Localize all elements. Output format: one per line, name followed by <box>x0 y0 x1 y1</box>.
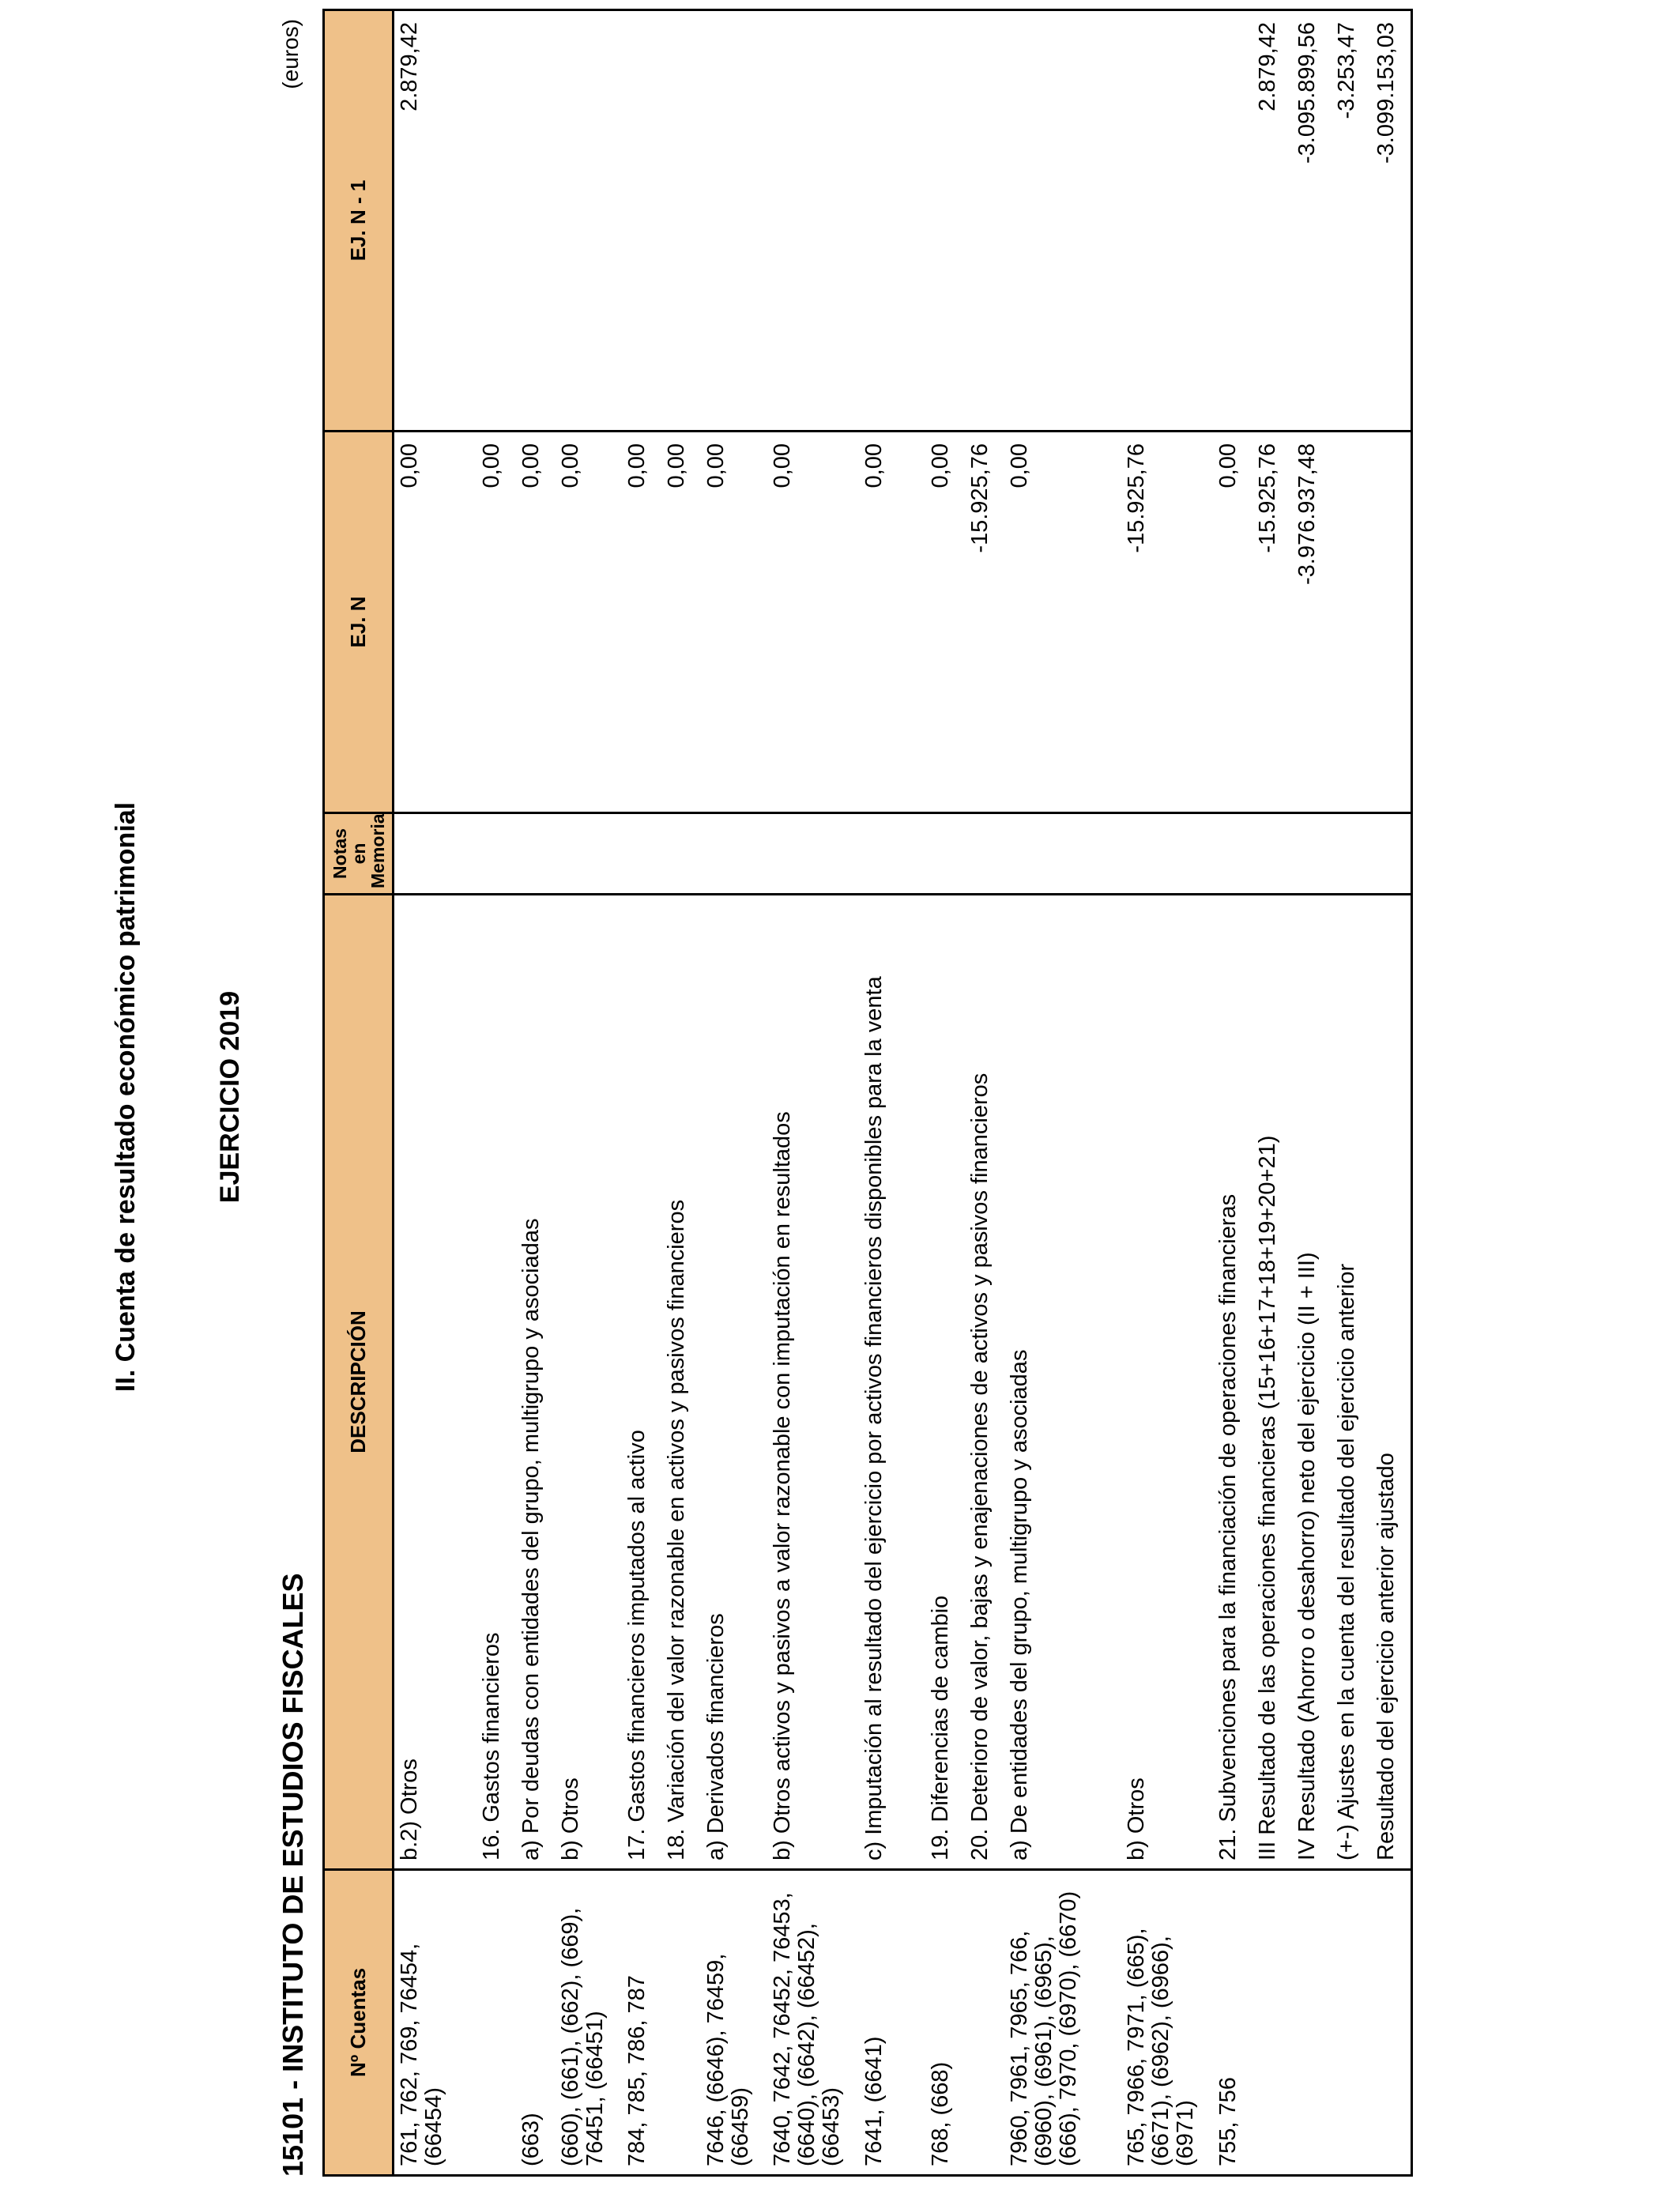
row-notes <box>516 813 556 895</box>
row-notes <box>622 813 661 895</box>
row-current-year <box>1371 432 1412 813</box>
row-previous-year <box>661 10 701 432</box>
row-previous-year: 2.879,42 <box>1252 10 1292 432</box>
row-description: 19. Diferencias de cambio <box>925 895 965 1870</box>
row-current-year <box>1332 432 1371 813</box>
row-current-year <box>461 432 477 813</box>
entity-title: 15101 - INSTITUTO DE ESTUDIOS FISCALES <box>277 1573 309 2177</box>
table-row <box>859 10 925 2176</box>
row-current-year: 0,00 <box>661 432 701 813</box>
row-accounts: 768, (668) <box>925 1870 965 2176</box>
row-notes <box>556 813 622 895</box>
row-previous-year <box>925 10 965 432</box>
row-notes <box>394 813 461 895</box>
row-accounts: 765, 7966, 7971, (665), (6671), (6962), (6966), (6971) <box>1121 1870 1213 2176</box>
result-table <box>322 9 1413 2177</box>
row-current-year: 0,00 <box>859 432 925 813</box>
row-notes <box>701 813 767 895</box>
row-description: b) Otros <box>1121 895 1213 1870</box>
table-row <box>1292 10 1332 2176</box>
row-accounts: 7641, (6641) <box>859 1870 925 2176</box>
table-header-row <box>324 10 394 2176</box>
row-current-year: 0,00 <box>1004 432 1121 813</box>
table-row <box>461 10 477 2176</box>
row-previous-year <box>1004 10 1121 432</box>
row-description: 17. Gastos financieros imputados al activo <box>622 895 661 1870</box>
table-row <box>1252 10 1292 2176</box>
row-notes <box>1121 813 1213 895</box>
table-row <box>925 10 965 2176</box>
row-description: b) Otros <box>556 895 622 1870</box>
row-description: a) De entidades del grupo, multigrupo y asociadas <box>1004 895 1121 1870</box>
row-accounts <box>965 1870 1004 2176</box>
row-current-year: -3.976.937,48 <box>1292 432 1332 813</box>
row-notes <box>661 813 701 895</box>
row-current-year: -15.925,76 <box>1121 432 1213 813</box>
table-row <box>394 10 461 2176</box>
row-notes <box>965 813 1004 895</box>
row-description: III Resultado de las operaciones financieras (15+16+17+18+19+20+21) <box>1252 895 1292 1870</box>
row-notes <box>1213 813 1252 895</box>
row-previous-year <box>767 10 859 432</box>
exercise-title: EJERCICIO 2019 <box>215 990 245 1204</box>
row-notes <box>1004 813 1121 895</box>
row-accounts <box>661 1870 701 2176</box>
table-row <box>1332 10 1371 2176</box>
row-current-year: 0,00 <box>622 432 661 813</box>
row-previous-year: 2.879,42 <box>394 10 461 432</box>
row-current-year: 0,00 <box>516 432 556 813</box>
header-accounts: Nº Cuentas <box>324 1870 394 2176</box>
row-accounts: (660), (661), (662), (669), 76451, (66451) <box>556 1870 622 2176</box>
row-description: 21. Subvenciones para la financiación de operaciones financieras <box>1213 895 1252 1870</box>
row-notes <box>477 813 516 895</box>
row-previous-year <box>859 10 925 432</box>
row-description: a) Derivados financieros <box>701 895 767 1870</box>
row-previous-year <box>622 10 661 432</box>
table-row <box>556 10 622 2176</box>
row-description: (+-) Ajustes en la cuenta del resultado del ejercicio anterior <box>1332 895 1371 1870</box>
row-accounts: 7960, 7961, 7965, 766, (6960), (6961), (6965), (666), 7970, (6970), (6670) <box>1004 1870 1121 2176</box>
row-accounts: 7640, 7642, 76452, 76453, (6640), (6642), (66452), (66453) <box>767 1870 859 2176</box>
row-notes <box>1252 813 1292 895</box>
row-accounts <box>1292 1870 1332 2176</box>
row-previous-year <box>1213 10 1252 432</box>
row-previous-year <box>965 10 1004 432</box>
row-current-year: 0,00 <box>701 432 767 813</box>
row-accounts <box>1332 1870 1371 2176</box>
row-accounts <box>1371 1870 1412 2176</box>
row-previous-year <box>477 10 516 432</box>
header-description: DESCRIPCIÓN <box>324 895 394 1870</box>
row-notes <box>461 813 477 895</box>
row-accounts <box>1252 1870 1292 2176</box>
row-accounts: 7646, (6646), 76459, (66459) <box>701 1870 767 2176</box>
row-accounts: 755, 756 <box>1213 1870 1252 2176</box>
document-title: II. Cuenta de resultado económico patrimonial <box>111 801 141 1393</box>
row-description: 20. Deterioro de valor, bajas y enajenaciones de activos y pasivos financieros <box>965 895 1004 1870</box>
row-notes <box>859 813 925 895</box>
row-description: 18. Variación del valor razonable en activos y pasivos financieros <box>661 895 701 1870</box>
row-current-year: 0,00 <box>767 432 859 813</box>
row-previous-year <box>461 10 477 432</box>
row-current-year: 0,00 <box>1213 432 1252 813</box>
header-current-year: EJ. N <box>324 432 394 813</box>
row-previous-year <box>1121 10 1213 432</box>
row-description: 16. Gastos financieros <box>477 895 516 1870</box>
row-accounts: 784, 785, 786, 787 <box>622 1870 661 2176</box>
row-accounts: (663) <box>516 1870 556 2176</box>
row-description: b) Otros activos y pasivos a valor razonable con imputación en resultados <box>767 895 859 1870</box>
row-notes <box>925 813 965 895</box>
header-previous-year: EJ. N - 1 <box>324 10 394 432</box>
table-row <box>1213 10 1252 2176</box>
row-previous-year: -3.253,47 <box>1332 10 1371 432</box>
table-row <box>1004 10 1121 2176</box>
row-notes <box>1332 813 1371 895</box>
row-previous-year <box>516 10 556 432</box>
row-description: IV Resultado (Ahorro o desahorro) neto del ejercicio (II + III) <box>1292 895 1332 1870</box>
table-row <box>622 10 661 2176</box>
table-row <box>516 10 556 2176</box>
row-previous-year <box>701 10 767 432</box>
table-row <box>661 10 701 2176</box>
row-notes <box>1292 813 1332 895</box>
row-description: Resultado del ejercicio anterior ajustado <box>1371 895 1412 1870</box>
table-row <box>965 10 1004 2176</box>
row-description: b.2) Otros <box>394 895 461 1870</box>
row-current-year: 0,00 <box>477 432 516 813</box>
row-description: c) Imputación al resultado del ejercicio por activos financieros disponibles para la venta <box>859 895 925 1870</box>
row-previous-year: -3.095.899,56 <box>1292 10 1332 432</box>
row-current-year: 0,00 <box>925 432 965 813</box>
row-current-year: -15.925,76 <box>1252 432 1292 813</box>
row-previous-year: -3.099.153,03 <box>1371 10 1412 432</box>
units-label: (euros) <box>278 19 303 89</box>
table-row <box>767 10 859 2176</box>
row-notes <box>767 813 859 895</box>
row-current-year: -15.925,76 <box>965 432 1004 813</box>
row-accounts <box>461 1870 477 2176</box>
row-previous-year <box>556 10 622 432</box>
table-row <box>701 10 767 2176</box>
row-accounts: 761, 762, 769, 76454, (66454) <box>394 1870 461 2176</box>
row-accounts <box>477 1870 516 2176</box>
row-current-year: 0,00 <box>556 432 622 813</box>
table-row <box>1121 10 1213 2176</box>
table-row <box>477 10 516 2176</box>
table-row <box>1371 10 1412 2176</box>
row-notes <box>1371 813 1412 895</box>
row-description: a) Por deudas con entidades del grupo, multigrupo y asociadas <box>516 895 556 1870</box>
row-description <box>461 895 477 1870</box>
row-current-year: 0,00 <box>394 432 461 813</box>
header-notes: Notas en Memoria <box>324 813 394 895</box>
table-body <box>394 10 1412 2176</box>
